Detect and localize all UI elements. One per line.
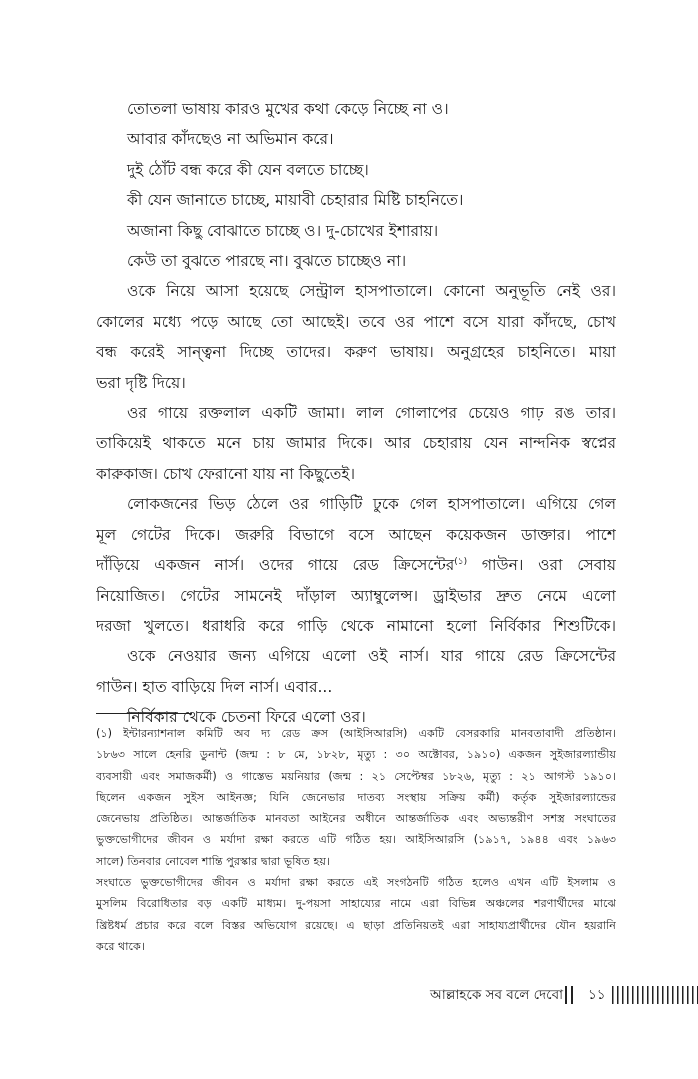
footnote-line: ছিলেন একজন সুইস আইনজ্ঞ; যিনি জেনেভার দাতব্য সংস্থায় সক্রিয় কর্মী) কর্তৃক সুইজারল্যান্ডের [96,790,616,804]
footnote-divider [96,713,192,714]
body-line: ভরা দৃষ্টি দিয়ে। [96,373,186,392]
book-title: আল্লাহকে সব বলে দেবো [430,987,563,1003]
footnote-line: ১৮৬৩ সালে হেনরি ডুনান্ট (জন্ম : ৮ মে, ১৮২৮, মৃত্যু : ৩০ অক্টোবর, ১৯১০) একজন সুইজারল্যান্ডীয় [96,748,616,762]
body-line: ওকে নেওয়ার জন্য এগিয়ে এলো ওই নার্স। যার গায়ে রেড ক্রিসেন্টের [127,647,616,666]
body-line: কী যেন জানাতে চাচ্ছে, মায়াবী চেহারার মিষ্টি চাহনিতে। [127,191,464,210]
body-line-part: দাঁড়িয়ে একজন নার্স। ওদের গায়ে রেড ক্রিসেন্টের [96,556,455,575]
footnote-line: ব্যবসায়ী এবং সমাজকর্মী) ও গাস্তেভ ময়নিয়ার (জন্ম : ২১ সেপ্টেম্বর ১৮২৬, মৃত্যু : ২১ আগস্ট ১৯১০। [96,769,616,783]
body-line: মূল গেটের দিকে। জরুরি বিভাগে বসে আছেন কয়েকজন ডাক্তার। পাশে [96,525,616,544]
body-line-part: গাউন। ওরা সেবায় [481,556,616,575]
body-line: লোকজনের ভিড় ঠেলে ওর গাড়িটি ঢুকে গেল হাসপাতালে। এগিয়ে গেল [127,495,616,514]
footnote-line: জেনেভায় প্রতিষ্ঠিত। আন্তর্জাতিক মানবতা আইনের অধীনে আন্তর্জাতিক এবং অভ্যন্তরীণ সশস্ত্র সংঘাতের [96,812,616,826]
body-line: অজানা কিছু বোঝাতে চাচ্ছে ও। দু-চোখের ইশারায়। [127,221,439,240]
page-footer [0,984,698,1006]
body-line: দরজা খুলতে। ধরাধরি করে গাড়ি থেকে নামানো হলো নির্বিকার শিশুটিকে। [96,616,616,635]
body-line: আবার কাঁদছেও না অভিমান করে। [127,130,334,149]
footnote-line: (১) ইন্টারন্যাশনাল কমিটি অব দ্য রেড ক্রস (আইসিআরসি) একটি বেসরকারি মানবতাবাদী প্রতিষ্ঠান। [96,727,616,740]
body-line: দুই ঠোঁট বন্ধ করে কী যেন বলতে চাচ্ছে। [127,160,369,179]
footnote-line: সংঘাতে ভুক্তভোগীদের জীবন ও মর্যাদা রক্ষা করতে এই সংগঠনটি গঠিত হলেও এখন এটি ইসলাম ও [96,876,616,890]
footnote-line: ভুক্তভোগীদের জীবন ও মর্যাদা রক্ষা করতে এটি গঠিত হয়। আইসিআরসি (১৯১৭, ১৯৪৪ এবং ১৯৬৩ [96,833,616,847]
body-line: তাকিয়েই থাকতে মনে চায় জামার দিকে। আর চেহারায় যেন নান্দনিক স্বপ্নের [96,434,616,453]
body-line: নিয়োজিত। গেটের সামনেই দাঁড়াল অ্যাম্বুলেন্স। ড্রাইভার দ্রুত নেমে এলো [96,586,616,605]
body-line [96,550,616,580]
page-edge-tick-marks [612,986,698,1004]
footer-separator [565,986,575,1004]
footnote-line: মুসলিম বিরোধিতার বড় একটি মাধ্যম। দু-পয়সা সাহায্যের নামে এরা বিভিন্ন অঞ্চলের শরণার্থীদের মাঝে [96,897,616,911]
footnote-line: সালে) তিনবার নোবেল শান্তি পুরস্কার দ্বারা ভূষিত হয়। [96,854,330,868]
body-text [96,94,616,733]
footnote-line: করে থাকে। [96,939,145,953]
body-line: ওর গায়ে রক্তলাল একটি জামা। লাল গোলাপের চেয়েও গাঢ় রঙ তার। [127,404,616,423]
body-line: নির্বিকার থেকে চেতনা ফিরে এলো ওর। [127,708,366,727]
body-line: কেউ তা বুঝতে পারছে না। বুঝতে চাচ্ছেও না। [127,252,407,271]
body-line: গাউন। হাত বাড়িয়ে দিল নার্স। এবার... [96,677,333,696]
footnote-reference[interactable]: (১) [454,556,468,567]
page-number: ১১ [588,987,606,1003]
body-line: বন্ধ করেই সান্ত্বনা দিচ্ছে তাদের। করুণ ভাষায়। অনুগ্রহের চাহনিতে। মায়া [96,343,616,362]
body-line: ওকে নিয়ে আসা হয়েছে সেন্ট্রাল হাসপাতালে। কোনো অনুভূতি নেই ওর। [127,282,616,301]
body-line: কারুকাজ। চোখ ফেরানো যায় না কিছুতেই। [96,464,355,483]
footnote-line: খ্রিষ্টধর্ম প্রচার করে বলে বিস্তর অভিযোগ রয়েছে। এ ছাড়া প্রতিনিয়তই এরা সাহায্যপ্রার্থীদের যৌন হয়রানি [96,918,616,932]
footnotes [96,723,616,957]
body-line: কোলের মধ্যে পড়ে আছে তো আছেই। তবে ওর পাশে বসে যারা কাঁদছে, চোখ [96,312,616,331]
body-line: তোতলা ভাষায় কারও মুখের কথা কেড়ে নিচ্ছে না ও। [127,100,449,118]
